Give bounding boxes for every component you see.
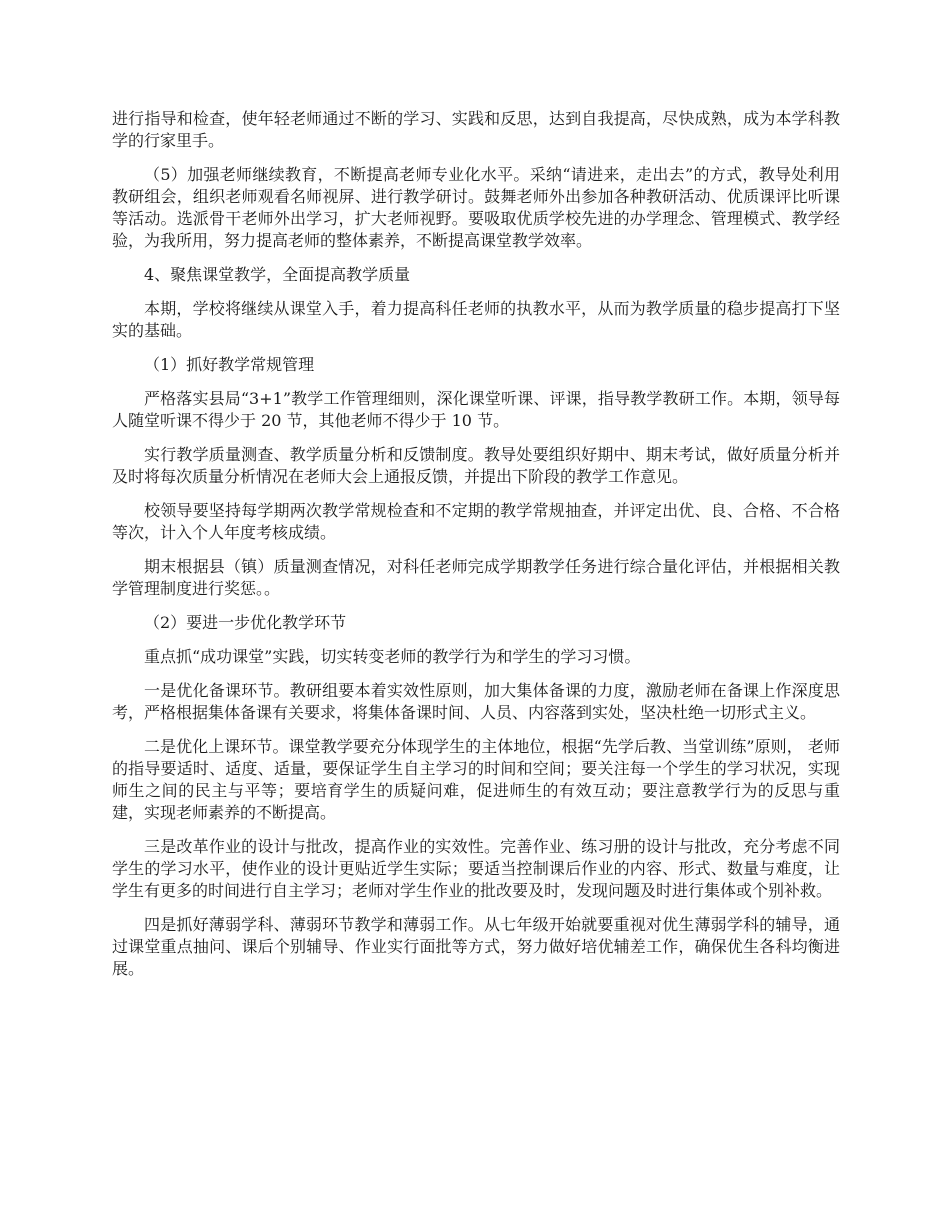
section-heading-classroom-teaching: 4、聚焦课堂教学，全面提高教学质量 <box>144 265 411 284</box>
subheading-optimize-teaching: （2）要进一步优化教学环节 <box>144 613 347 632</box>
paragraph-quality-testing: 实行教学质量测查、教学质量分析和反馈制度。教导处要组织好期中、期末考试，做好质量分析并及时将每次质量分析情况在老师大会上通报反馈，并提出下阶段的教学工作意见。 <box>112 445 840 486</box>
paragraph-end-of-term: 期末根据县（镇）质量测查情况，对科任老师完成学期教学任务进行综合量化评估，并根据相关教学管理制度进行奖惩。。 <box>112 557 840 598</box>
subheading-routine-management: （1）抓好教学常规管理 <box>144 355 315 374</box>
document-page <box>112 108 840 992</box>
paragraph-teacher-education: （5）加强老师继续教育，不断提高老师专业化水平。采纳“请进来，走出去”的方式，教导处利用教研组会，组织老师观看名师视屏、进行教学研讨。鼓舞老师外出参加各种教研活动、优质课评比听课等活动。选派骨干老师外出学习，扩大老师视野。要吸取优质学校先进的办学理念、管理模式、教学经验，为我所用，努力提高老师的整体素养，不断提高课堂教学效率。 <box>112 165 840 250</box>
paragraph-routine-checks: 校领导要坚持每学期两次教学常规检查和不定期的教学常规抽查，并评定出优、良、合格、不合格等次，计入个人年度考核成绩。 <box>112 501 840 542</box>
paragraph-lesson-prep: 一是优化备课环节。教研组要本着实效性原则，加大集体备课的力度，激励老师在备课上作深度思考，严格根据集体备课有关要求，将集体备课时间、人员、内容落到实处，坚决杜绝一切形式主义。 <box>112 681 840 722</box>
paragraph-homework-reform: 三是改革作业的设计与批改，提高作业的实效性。完善作业、练习册的设计与批改，充分考虑不同学生的学习水平，使作业的设计更贴近学生实际；要适当控制课后作业的内容、形式、数量与难度，让学生有更多的时间进行自主学习；老师对学生作业的批改要及时，发现问题及时进行集体或个别补救。 <box>112 837 840 900</box>
paragraph-implement-rules: 严格落实县局“3+1”教学工作管理细则，深化课堂听课、评课，指导教学教研工作。本期，领导每人随堂听课不得少于 20 节，其他老师不得少于 10 节。 <box>112 389 840 430</box>
paragraph-class-teaching: 二是优化上课环节。课堂教学要充分体现学生的主体地位，根据“先学后教、当堂训练”原则， 老师的指导要适时、适度、适量，要保证学生自主学习的时间和空间；要关注每一个学生的学习状况，实现师生之间的民主与平等；要培育学生的质疑问难，促进师生的有效互动；要注意教学行为的反思与重建，实现老师素养的不断提高。 <box>112 737 840 822</box>
paragraph-this-term: 本期，学校将继续从课堂入手，着力提高科任老师的执教水平，从而为教学质量的稳步提高打下坚实的基础。 <box>112 299 840 340</box>
paragraph-continuation: 进行指导和检查，使年轻老师通过不断的学习、实践和反思，达到自我提高，尽快成熟，成为本学科教学的行家里手。 <box>112 109 840 150</box>
paragraph-weak-subjects: 四是抓好薄弱学科、薄弱环节教学和薄弱工作。从七年级开始就要重视对优生薄弱学科的辅导，通过课堂重点抽问、课后个别辅导、作业实行面批等方式，努力做好培优辅差工作，确保优生各科均衡进展。 <box>112 915 840 978</box>
paragraph-successful-classroom: 重点抓“成功课堂”实践，切实转变老师的教学行为和学生的学习习惯。 <box>144 647 641 666</box>
